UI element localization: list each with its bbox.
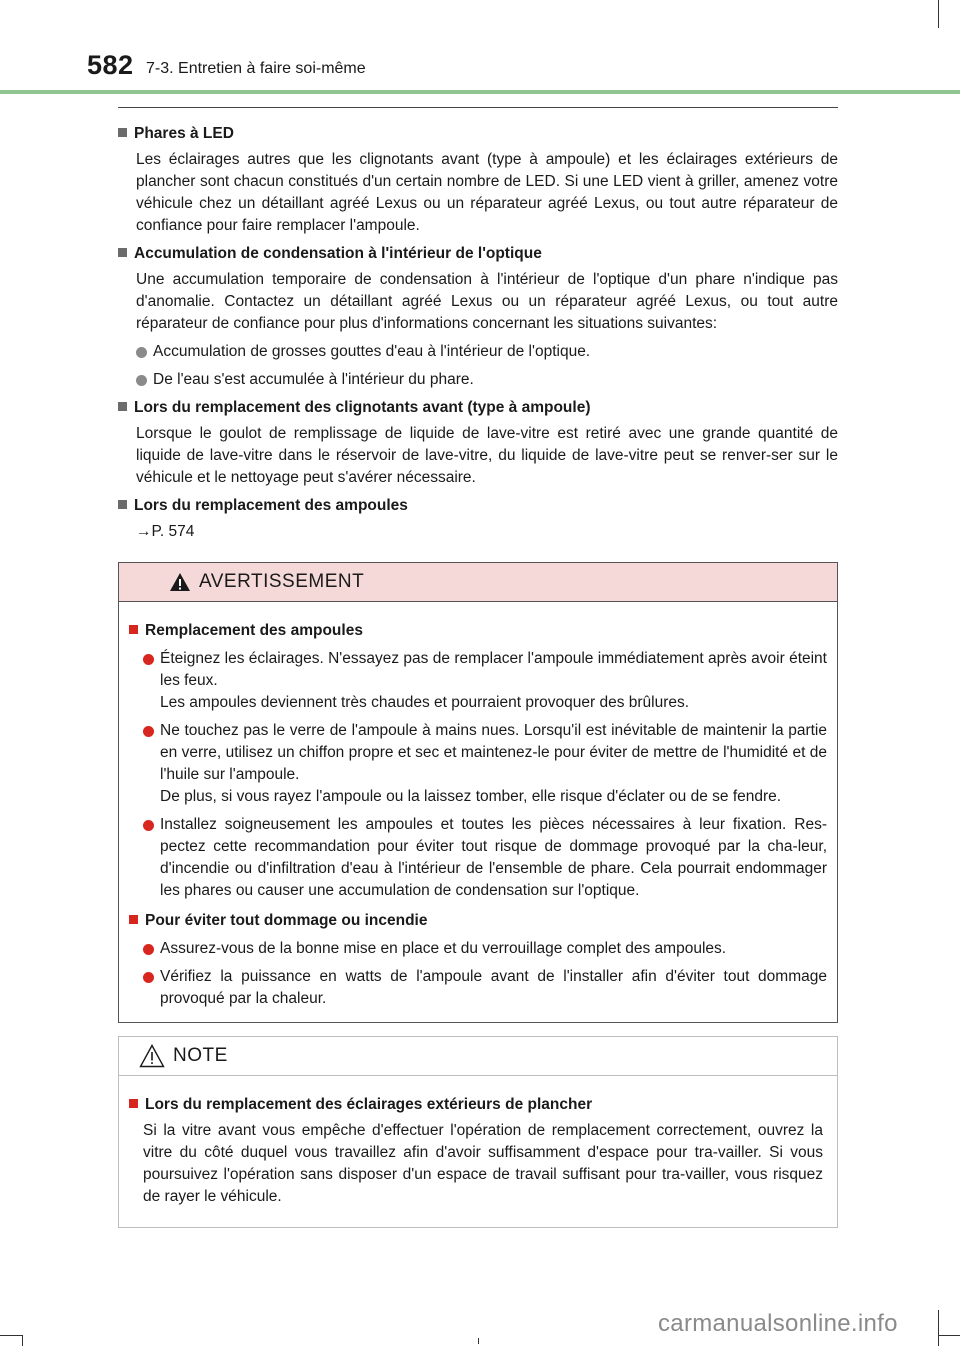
list-item-text: Accumulation de grosses gouttes d'eau à l'intérieur de l'optique. bbox=[153, 343, 591, 360]
round-bullet-icon bbox=[143, 944, 154, 955]
caution-triangle-icon bbox=[139, 1044, 165, 1068]
section-paragraph: Les éclairages autres que les clignotants avant (type à ampoule) et les éclairages extérieurs de plancher sont chacun constitués d'un certain nombre de LED. Si une LED vient à griller, amenez votre véhicule chez un détaillant agréé Lexus ou un réparateur agréé Lexus, ou tout autre réparateur de confiance pour faire remplacer l'ampoule. bbox=[136, 151, 838, 234]
header-rule bbox=[0, 90, 960, 94]
warning-list-item bbox=[143, 720, 827, 808]
note-header bbox=[119, 1037, 837, 1076]
crop-mark bbox=[938, 1310, 939, 1346]
square-bullet-icon bbox=[129, 1099, 138, 1108]
warning-list-item-text: Ne touchez pas le verre de l'ampoule à mains nues. Lorsqu'il est inévitable de maintenir la partie en verre, utilisez un chiffon propre et sec et maintenez-le pour éviter de mettre de l'humidité et de l'huile sur l'ampoule. De plus, si vous rayez l'ampoule ou la laissez tomber, elle risque d'éclater ou de se fendre. bbox=[160, 722, 827, 805]
chapter-title: 7-3. Entretien à faire soi-même bbox=[146, 60, 366, 77]
warning-list-item bbox=[143, 938, 827, 960]
list-item bbox=[136, 369, 838, 391]
note-paragraph: Si la vitre avant vous empêche d'effectuer l'opération de remplacement correctement, ouvrez la vitre du côté duquel vous travaillez afin d'avoir suffisamment d'espace pour tra-vailler. Si vous poursuivez l'opération sans disposer d'un espace de travail suffisant pour tra-vailler, vous risquez de rayer le véhicule. bbox=[143, 1122, 823, 1205]
section-paragraph: Lorsque le goulot de remplissage de liquide de lave-vitre est retiré avec une grande quantité de liquide de lave-vitre dans le réservoir de lave-vitre, du liquide de lave-vitre peut se renver-ser sur le véhicule et le nettoyage peut s'avérer nécessaire. bbox=[136, 425, 838, 486]
warning-list-item-text: Éteignez les éclairages. N'essayez pas de remplacer l'ampoule immédiatement après avoir éteint les feux. Les ampoules deviennent très chaudes et pourraient provoquer des brûlures. bbox=[160, 650, 827, 711]
warning-list-item-text: Assurez-vous de la bonne mise en place et du verrouillage complet des ampoules. bbox=[160, 940, 727, 957]
page-reference-link[interactable]: →P. 574 bbox=[136, 523, 195, 540]
warning-box bbox=[118, 562, 838, 1023]
section-title: Lors du remplacement des clignotants avant (type à ampoule) bbox=[134, 399, 591, 416]
warning-title: AVERTISSEMENT bbox=[199, 571, 365, 592]
note-body bbox=[119, 1076, 837, 1208]
warning-section-heading bbox=[129, 620, 827, 642]
square-bullet-icon bbox=[118, 248, 127, 257]
section-heading-ampoules bbox=[118, 495, 838, 517]
section-title: Lors du remplacement des ampoules bbox=[134, 497, 408, 514]
round-bullet-icon bbox=[143, 654, 154, 665]
square-bullet-icon bbox=[129, 915, 138, 924]
main-content bbox=[118, 107, 838, 543]
warning-list-item bbox=[143, 648, 827, 714]
section-heading-clignotants bbox=[118, 397, 838, 419]
section-paragraph: Une accumulation temporaire de condensation à l'intérieur de l'optique d'un phare n'indique pas d'anomalie. Contactez un détaillant agréé Lexus ou un réparateur agréé Lexus, ou tout autre réparateur de confiance pour plus d'informations concernant les situations suivantes: bbox=[136, 271, 838, 332]
page-number: 582 bbox=[87, 50, 134, 80]
square-bullet-icon bbox=[118, 500, 127, 509]
crop-mark bbox=[0, 1335, 22, 1336]
warning-list-item bbox=[143, 966, 827, 1010]
round-bullet-icon bbox=[143, 726, 154, 737]
round-bullet-icon bbox=[143, 972, 154, 983]
warning-list-item bbox=[143, 814, 827, 902]
top-rule bbox=[118, 107, 838, 108]
warning-header bbox=[119, 563, 837, 602]
warning-triangle-icon bbox=[169, 572, 191, 592]
square-bullet-icon bbox=[129, 625, 138, 634]
round-bullet-icon bbox=[143, 820, 154, 831]
crop-mark bbox=[478, 1338, 479, 1344]
section-heading-condensation bbox=[118, 243, 838, 265]
warning-list-item-text: Vérifiez la puissance en watts de l'ampoule avant de l'installer afin d'éviter tout dommage provoqué par la chaleur. bbox=[160, 968, 827, 1007]
crop-mark bbox=[22, 1335, 23, 1346]
round-bullet-icon bbox=[136, 347, 147, 358]
note-box bbox=[118, 1036, 838, 1228]
warning-section-title: Remplacement des ampoules bbox=[145, 622, 363, 639]
square-bullet-icon bbox=[118, 128, 127, 137]
note-section-title: Lors du remplacement des éclairages extérieurs de plancher bbox=[145, 1096, 593, 1113]
warning-list-item-text: Installez soigneusement les ampoules et toutes les pièces nécessaires à leur fixation. Res-pectez cette recommandation pour éviter tout risque de dommage provoqué par la cha-leur, d'incendie ou d'infiltration d'eau à l'intérieur de l'ensemble de phare. Cela pourrait endommager les phares ou causer une accumulation de condensation sur l'optique. bbox=[160, 816, 827, 899]
warning-section-heading bbox=[129, 910, 827, 932]
watermark: carmanualsonline.info bbox=[658, 1310, 898, 1337]
square-bullet-icon bbox=[118, 402, 127, 411]
section-heading-led bbox=[118, 123, 838, 145]
warning-body bbox=[119, 602, 837, 1010]
crop-mark bbox=[938, 1335, 960, 1336]
section-title: Accumulation de condensation à l'intérieur de l'optique bbox=[134, 245, 542, 262]
list-item-text: De l'eau s'est accumulée à l'intérieur du phare. bbox=[153, 371, 474, 388]
crop-mark bbox=[938, 0, 939, 28]
list-item bbox=[136, 341, 838, 363]
round-bullet-icon bbox=[136, 375, 147, 386]
warning-section-title: Pour éviter tout dommage ou incendie bbox=[145, 912, 428, 929]
note-section-heading bbox=[129, 1094, 827, 1116]
note-title: NOTE bbox=[173, 1045, 228, 1066]
page-header bbox=[0, 0, 960, 96]
section-title: Phares à LED bbox=[134, 125, 234, 142]
